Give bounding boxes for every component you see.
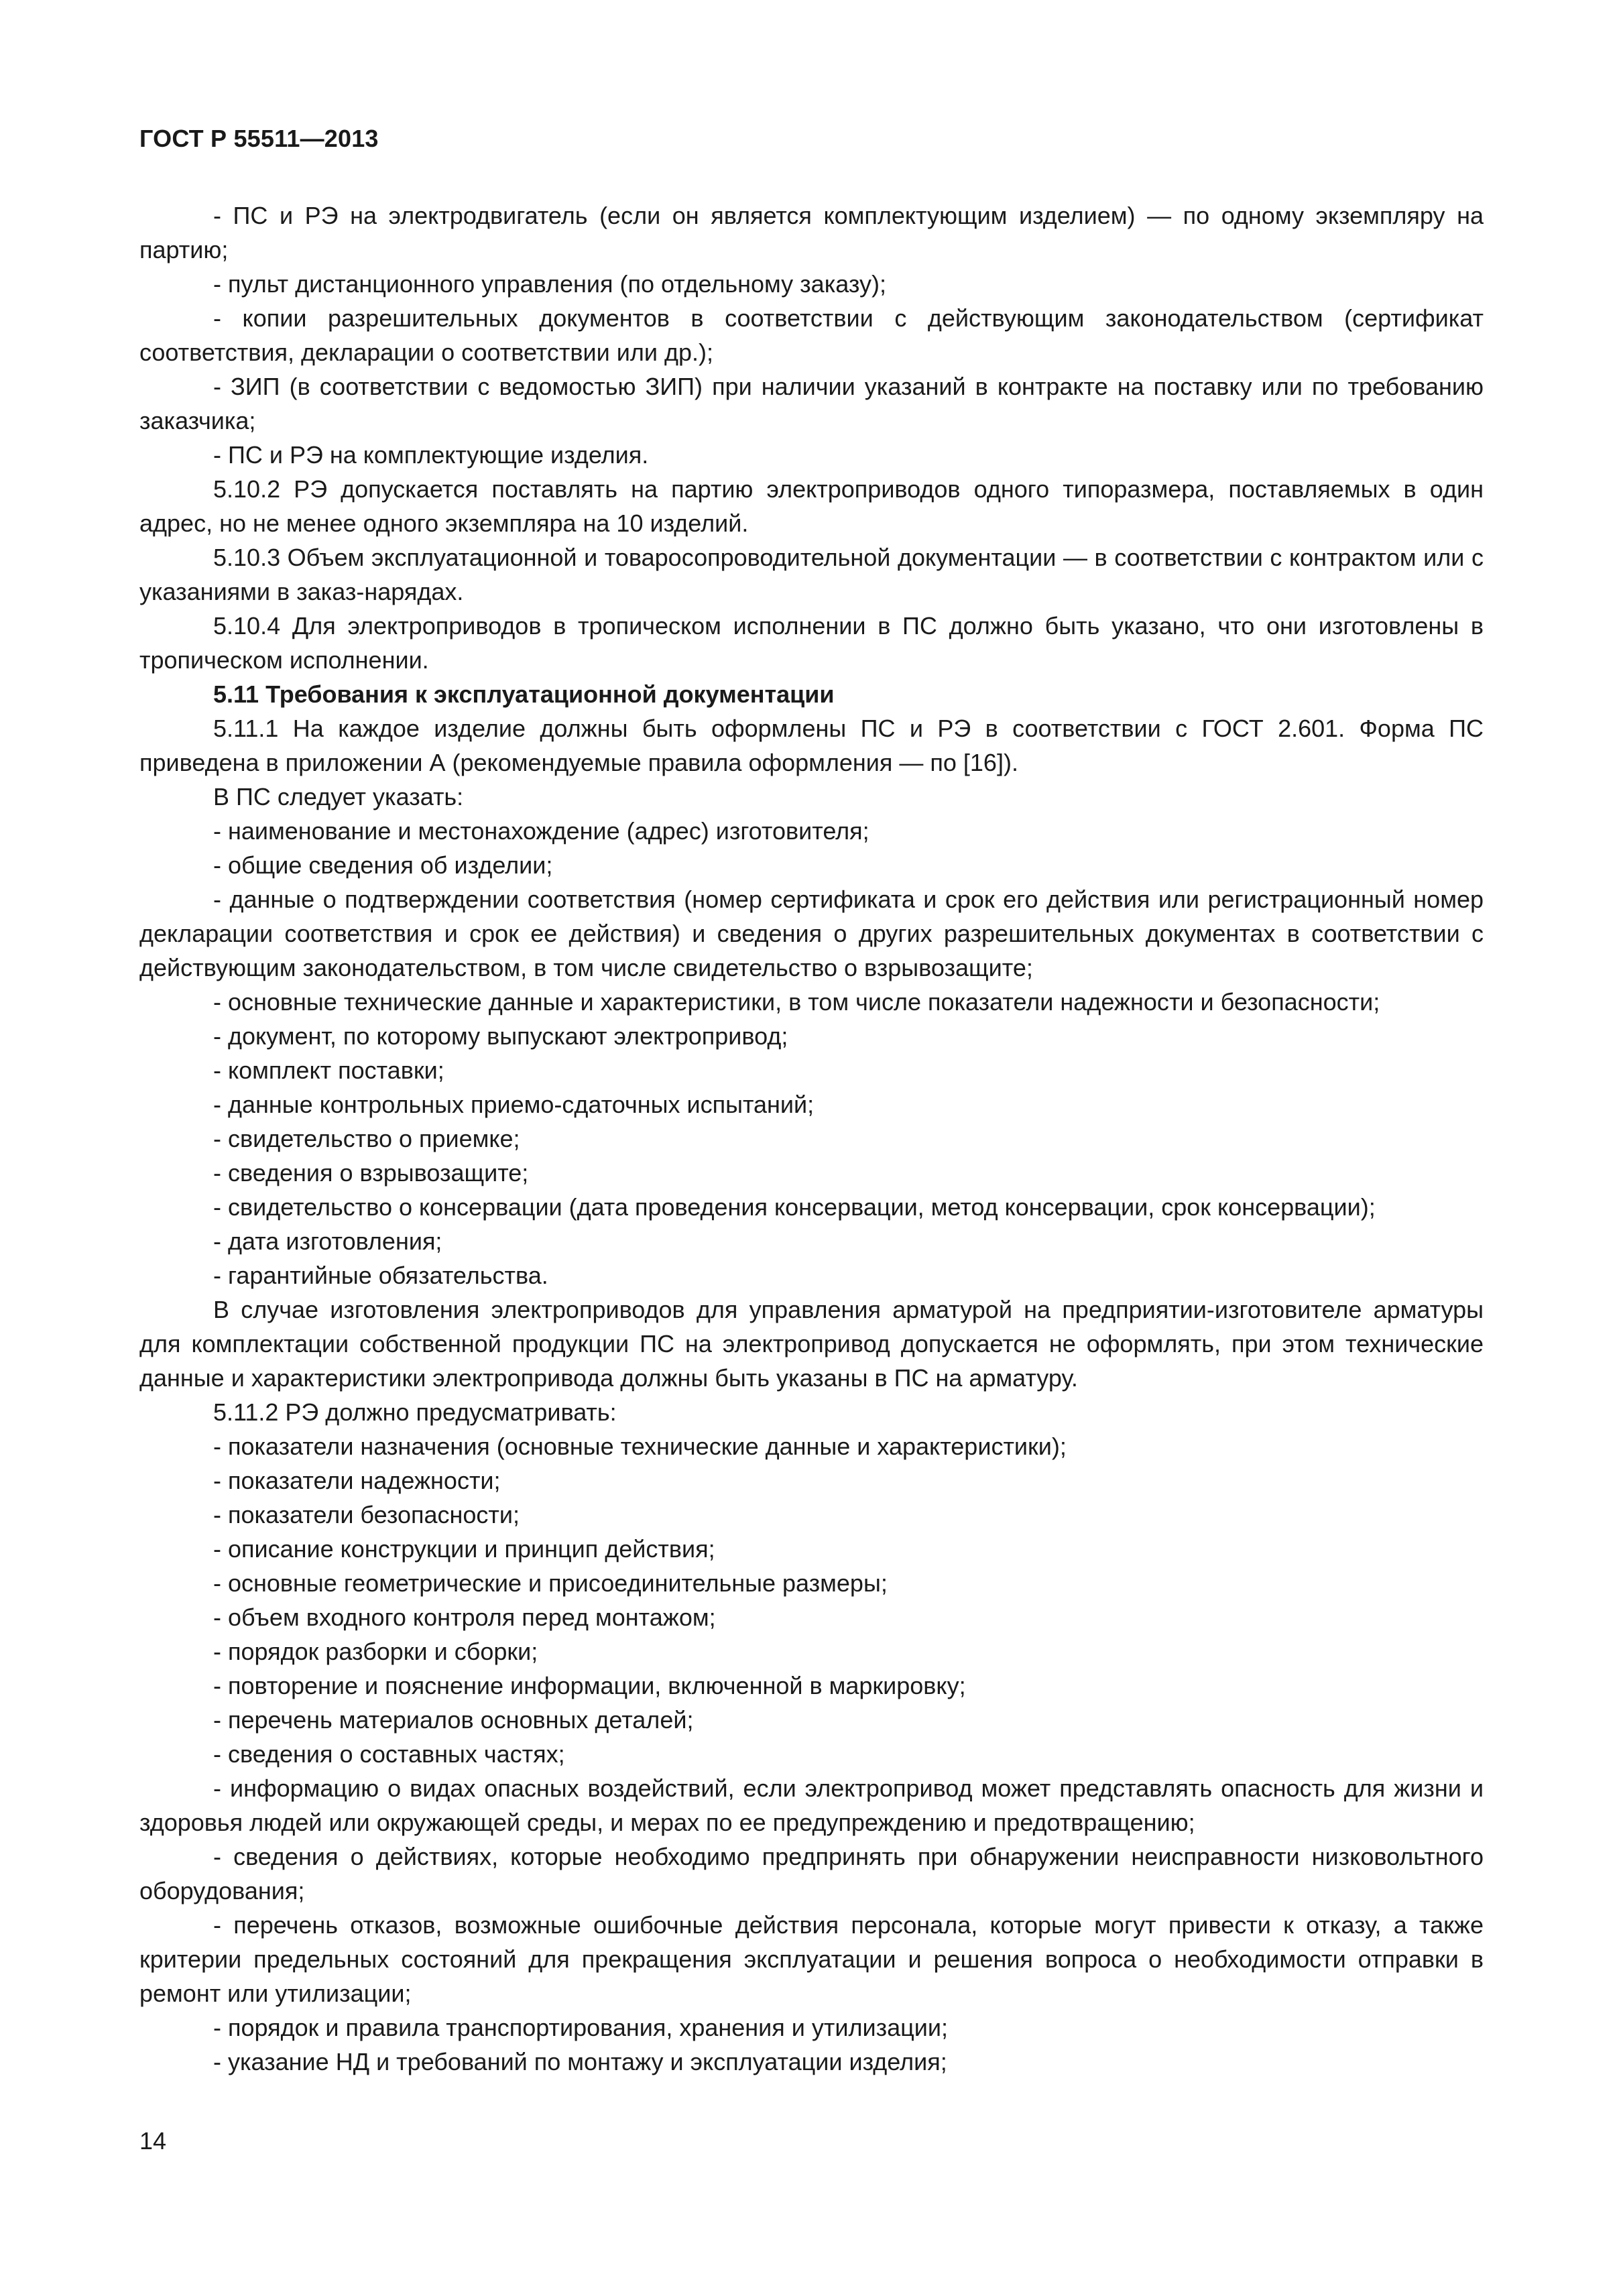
paragraph: 5.10.4 Для электроприводов в тропическом исполнении в ПС должно быть указано, что они изготовлены в тропическом исполнении. (139, 612, 1484, 674)
paragraph: - копии разрешительных документов в соответствии с действующим законодательством (сертификат соответствия, декларации о соответствии или др.); (139, 304, 1484, 366)
paragraph: - комплект поставки; (213, 1056, 444, 1084)
paragraph: - ПС и РЭ на комплектующие изделия. (213, 441, 649, 469)
paragraph: - документ, по которому выпускают электропривод; (213, 1022, 788, 1050)
paragraph: - общие сведения об изделии; (213, 851, 553, 879)
paragraph: - свидетельство о приемке; (213, 1125, 520, 1152)
paragraph: - порядок и правила транспортирования, хранения и утилизации; (213, 2014, 948, 2041)
paragraph: В ПС следует указать: (213, 783, 464, 810)
document-header: ГОСТ Р 55511—2013 (139, 125, 379, 152)
paragraph: - порядок разборки и сборки; (213, 1638, 538, 1665)
paragraph: 5.11.1 На каждое изделие должны быть оформлены ПС и РЭ в соответствии с ГОСТ 2.601. Форма ПС приведена в приложении А (рекомендуемые правила оформления — по [16]). (139, 715, 1484, 776)
paragraph: В случае изготовления электроприводов для управления арматурой на предприятии-изготовителе арматуры для комплектации собственной продукции ПС на электропривод допускается не оформлять, при этом технические данные и характеристики электропривода должны быть указаны в ПС на арматуру. (139, 1296, 1484, 1392)
paragraph: - основные технические данные и характеристики, в том числе показатели надежности и безопасности; (213, 988, 1380, 1016)
paragraph: - пульт дистанционного управления (по отдельному заказу); (213, 270, 886, 298)
paragraph: - указание НД и требований по монтажу и эксплуатации изделия; (213, 2048, 947, 2075)
paragraph: - данные контрольных приемо-сдаточных испытаний; (213, 1091, 815, 1118)
paragraph: - наименование и местонахождение (адрес) изготовителя; (213, 817, 869, 845)
paragraph: - показатели надежности; (213, 1467, 501, 1494)
paragraph: - повторение и пояснение информации, включенной в маркировку; (213, 1672, 966, 1699)
section-heading: 5.11 Требования к эксплуатационной документации (213, 680, 835, 708)
page-number: 14 (139, 2127, 167, 2155)
paragraph: - показатели назначения (основные технические данные и характеристики); (213, 1433, 1067, 1460)
paragraph: - сведения о взрывозащите; (213, 1159, 529, 1187)
paragraph: - сведения о составных частях; (213, 1740, 565, 1768)
paragraph: - гарантийные обязательства. (213, 1262, 548, 1289)
paragraph: 5.10.2 РЭ допускается поставлять на партию электроприводов одного типоразмера, поставляемых в один адрес, но не менее одного экземпляра на 10 изделий. (139, 475, 1484, 537)
paragraph: - описание конструкции и принцип действия; (213, 1535, 715, 1563)
paragraph: - показатели безопасности; (213, 1501, 520, 1528)
paragraph: - перечень материалов основных деталей; (213, 1706, 694, 1734)
paragraph: - данные о подтверждении соответствия (номер сертификата и срок его действия или регистрационный номер декларации соответствия и срок ее действия) и сведения о других разрешительных документах в соответствии с действующим законодательством, в том числе свидетельство о взрывозащите; (139, 886, 1484, 981)
paragraph: - свидетельство о консервации (дата проведения консервации, метод консервации, срок консервации); (213, 1193, 1376, 1221)
paragraph: - перечень отказов, возможные ошибочные действия персонала, которые могут привести к отказу, а также критерии предельных состояний для прекращения эксплуатации и решения вопроса о необходимости отправки в ремонт или утилизации; (139, 1911, 1484, 2007)
paragraph: - объем входного контроля перед монтажом; (213, 1604, 716, 1631)
paragraph: - сведения о действиях, которые необходимо предпринять при обнаружении неисправности низковольтного оборудования; (139, 1843, 1484, 1905)
document-body (139, 198, 1484, 2079)
paragraph: - ЗИП (в соответствии с ведомостью ЗИП) при наличии указаний в контракте на поставку или по требованию заказчика; (139, 373, 1484, 434)
paragraph: - ПС и РЭ на электродвигатель (если он является комплектующим изделием) — по одному экземпляру на партию; (139, 202, 1484, 263)
paragraph: - информацию о видах опасных воздействий, если электропривод может представлять опасность для жизни и здоровья людей или окружающей среды, и мерах по ее предупреждению и предотвращению; (139, 1774, 1484, 1836)
paragraph: 5.11.2 РЭ должно предусматривать: (213, 1398, 617, 1426)
paragraph: - основные геометрические и присоединительные размеры; (213, 1569, 888, 1597)
paragraph: 5.10.3 Объем эксплуатационной и товаросопроводительной документации — в соответствии с контрактом или с указаниями в заказ-нарядах. (139, 544, 1484, 605)
paragraph: - дата изготовления; (213, 1227, 442, 1255)
